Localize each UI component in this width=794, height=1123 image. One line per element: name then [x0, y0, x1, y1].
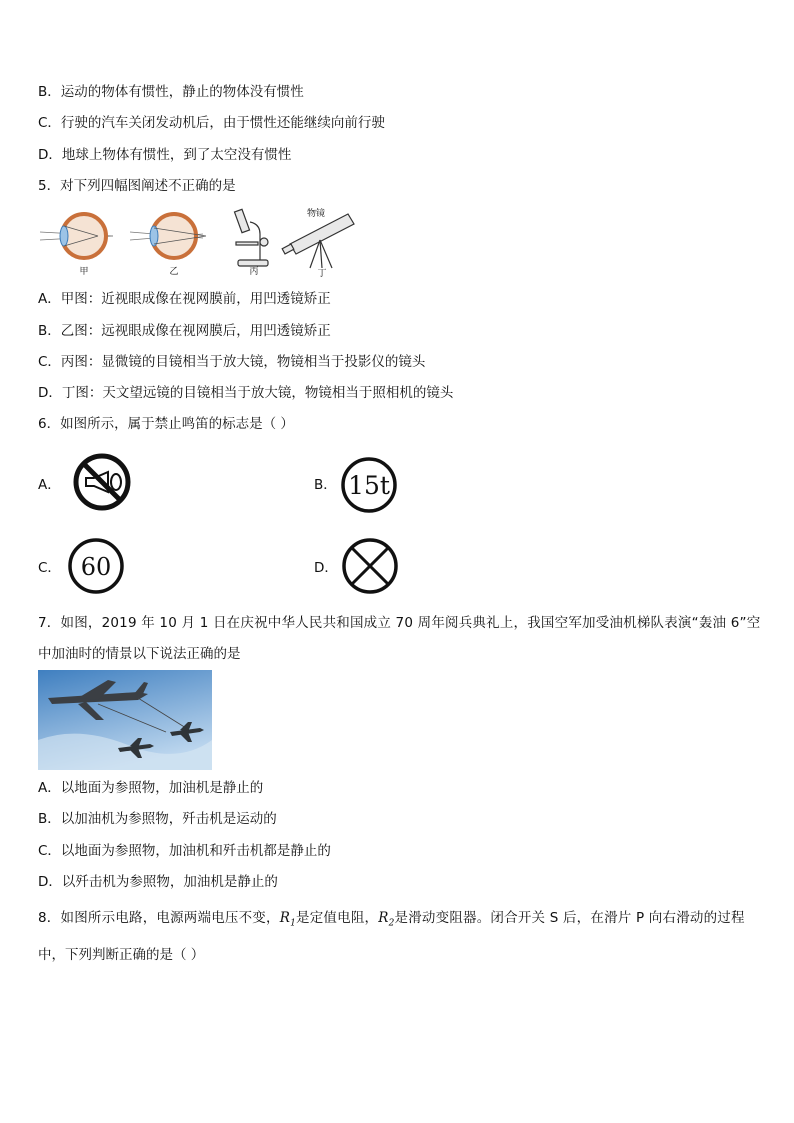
optics-figure: [38, 204, 362, 280]
q6-stem: 6．如图所示，属于禁止鸣笛的标志是（ ）: [38, 416, 294, 432]
r2-symbol: $R_2$: [378, 910, 395, 929]
q7-option-d: D．以歼击机为参照物，加油机是静止的: [38, 874, 278, 890]
weight-limit-text: 15t: [348, 471, 390, 500]
myopia-eye-diagram: [40, 214, 113, 258]
q8-stem-part1: 8．如图所示电路，电源两端电压不变，: [38, 910, 280, 926]
q7-option-a: A．以地面为参照物，加油机是静止的: [38, 780, 264, 796]
crossed-circle-sign-icon: [341, 537, 399, 599]
q8-stem-line2: 中，下列判断正确的是（ ）: [38, 947, 205, 963]
r1-symbol: $R_1$: [279, 910, 297, 929]
no-horn-sign-icon: [72, 452, 132, 516]
q6-option-b-label: B．: [314, 477, 337, 493]
q5-stem: 5．对下列四幅图阐述不正确的是: [38, 178, 236, 194]
caption-bing: 丙: [249, 267, 259, 277]
q8-stem-part2: 是定值电阻，: [296, 910, 379, 926]
q5-option-a: A．甲图：近视眼成像在视网膜前，用凹透镜矫正: [38, 291, 331, 307]
q6-option-d-label: D．: [314, 560, 338, 576]
q5-option-c: C．丙图：显微镜的目镜相当于放大镜，物镜相当于投影仪的镜头: [38, 354, 426, 370]
q6-option-c-label: C．: [38, 560, 61, 576]
q7-option-c: C．以地面为参照物，加油机和歼击机都是静止的: [38, 843, 331, 859]
telescope-diagram: [282, 214, 354, 268]
weight-limit-sign-icon: [340, 456, 398, 518]
q4-option-d: D．地球上物体有惯性，到了太空没有惯性: [38, 147, 292, 163]
q7-stem-line2: 中加油时的情景以下说法正确的是: [38, 646, 241, 662]
caption-ding: 丁: [317, 269, 327, 279]
caption-jia: 甲: [79, 267, 89, 277]
q6-option-a-label: A．: [38, 477, 61, 493]
q7-option-b: B．以加油机为参照物，歼击机是运动的: [38, 811, 277, 827]
q5-option-b: B．乙图：远视眼成像在视网膜后，用凹透镜矫正: [38, 323, 331, 339]
aerial-refueling-photo: [38, 670, 212, 770]
q5-figure: [38, 204, 362, 280]
telescope-objective-label: 物镜: [306, 209, 326, 219]
q8-stem-part3: 是滑动变阻器。闭合开关 S 后，在滑片 P 向右滑动的过程: [394, 910, 745, 926]
speed-limit-sign-icon: [67, 537, 125, 599]
q4-option-b: B．运动的物体有惯性，静止的物体没有惯性: [38, 84, 304, 100]
microscope-diagram: [234, 209, 268, 266]
q7-stem-line1: 7．如图，2019 年 10 月 1 日在庆祝中华人民共和国成立 70 周年阅兵典礼上，我国空军加受油机梯队表演“轰油 6”空: [38, 615, 761, 631]
q4-option-c: C．行驶的汽车关闭发动机后，由于惯性还能继续向前行驶: [38, 115, 385, 131]
hyperopia-eye-diagram: [130, 214, 206, 258]
caption-yi: 乙: [169, 267, 179, 277]
q8-stem-line1: [38, 909, 745, 933]
speed-limit-text: 60: [80, 553, 112, 581]
q5-option-d: D．丁图：天文望远镜的目镜相当于放大镜，物镜相当于照相机的镜头: [38, 385, 454, 401]
